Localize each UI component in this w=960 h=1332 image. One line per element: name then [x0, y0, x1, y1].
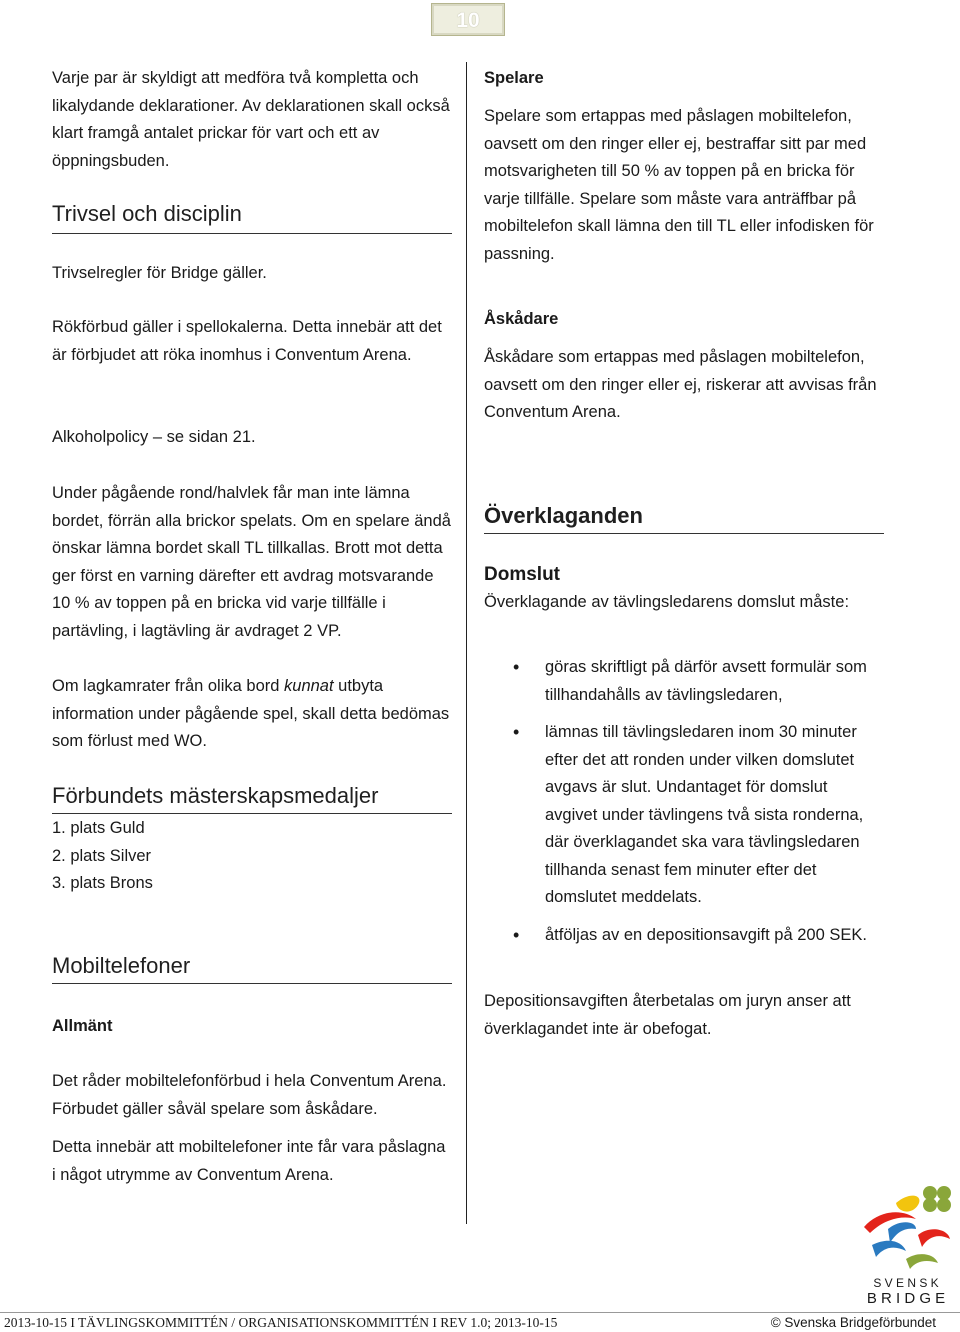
logo-mark-icon	[858, 1185, 954, 1271]
deposition-paragraph: Depositionsavgiften återbetalas om juryn anser att överklagandet inte är obefogat.	[484, 992, 851, 1038]
rond-text-3: Brott mot detta ger först en varning därefter ett avdrag motsvarande 10 % av toppen på en bricka vid varje tillfälle i partävling, i lagtävling är avdraget 2 VP.	[52, 539, 443, 640]
rond-text-1: Under pågående rond/halvlek får man inte lämna bordet, förrän alla brickor spelats.	[52, 484, 410, 530]
spelare-paragraph: Spelare som ertappas med påslagen mobiltelefon, oavsett om den ringer eller ej, bestraffar sitt par med motsvarigheten till 50 % av toppen på en bricka för varje tillfälle. Spelare som måste vara anträffbar på mobiltelefon skall lämna den till TL eller infodisken för passning.	[484, 107, 874, 263]
logo-line-2: B R I D G E	[866, 1290, 946, 1307]
medal-gold: 1. plats Guld	[52, 819, 145, 837]
rokforbud-paragraph: Rökförbud gäller i spellokalerna. Detta innebär att det är förbjudet att röka inomhus i Conventum Arena.	[52, 318, 442, 364]
medal-list	[52, 815, 452, 898]
allmant-heading: Allmänt	[52, 1017, 113, 1035]
bullet-icon: •	[513, 924, 520, 945]
alkohol-paragraph: Alkoholpolicy – se sidan 21.	[52, 428, 256, 446]
spelare-heading: Spelare	[484, 69, 544, 87]
domslut-intro: Överklagande av tävlingsledarens domslut måste:	[484, 593, 850, 611]
column-divider	[466, 62, 467, 1224]
bullet-text: göras skriftligt på därför avsett formulär som tillhandahålls av tävlingsledaren,	[545, 658, 867, 704]
declaration-paragraph: Varje par är skyldigt att medföra två kompletta och likalydande deklarationer. Av deklarationen skall också klart framgå antalet prickar för vart och ett av öppningsbuden.	[52, 69, 450, 170]
medal-bronze: 3. plats Brons	[52, 874, 153, 892]
medal-silver: 2. plats Silver	[52, 846, 152, 865]
rond-text-2: Om en spelare ändå önskar lämna bordet skall TL tillkallas.	[52, 511, 451, 557]
mobil-paragraph-1: Det råder mobiltelefonförbud i hela Conventum Arena. Förbudet gäller såväl spelare som åskådare.	[52, 1072, 447, 1118]
askadare-heading: Åskådare	[484, 310, 559, 328]
page-number: 10	[431, 3, 505, 36]
overklag-heading	[484, 503, 884, 534]
domslut-heading: Domslut	[484, 564, 560, 585]
list-item	[484, 922, 884, 950]
list-item	[484, 654, 884, 709]
left-column	[52, 65, 452, 175]
mobil-heading-text: Mobiltelefoner	[52, 953, 191, 978]
mobil-heading	[52, 953, 452, 984]
domslut-bullet-list	[484, 654, 884, 949]
rond-paragraph	[52, 480, 452, 645]
footer-right: © Svenska Bridgeförbundet	[770, 1315, 936, 1330]
trivsel-heading-text: Trivsel och disciplin	[52, 201, 242, 226]
overklag-heading-text: Överklaganden	[484, 503, 643, 528]
lagkamrater-paragraph	[52, 673, 452, 756]
bullet-text: lämnas till tävlingsledaren inom 30 minuter efter det att ronden under vilken domslutet avgavs är slut. Undantaget för domslut avgivet under tävlingens två sista ronderna, där överklagandet ska vara tävlingsledaren tillhanda senast fem minuter efter det domslutet meddelats.	[545, 723, 864, 906]
footer-left: 2013-10-15 I TÄVLINGSKOMMITTÉN / ORGANISATIONSKOMMITTÉN I REV 1.0; 2013-10-15	[4, 1315, 558, 1330]
medal-heading-text: Förbundets mästerskapsmedaljer	[52, 783, 379, 808]
page-footer	[0, 1312, 960, 1332]
bullet-icon: •	[513, 722, 520, 742]
lag-text-post: utbyta information under pågående spel, skall detta bedömas som förlust med WO.	[52, 677, 450, 750]
trivsel-rules: Trivselregler för Bridge gäller.	[52, 264, 267, 282]
bullet-icon: •	[513, 657, 520, 677]
medal-heading	[52, 783, 452, 814]
bullet-text: åtföljas av en depositionsavgift på 200 SEK.	[545, 925, 867, 944]
lag-text-em: kunnat	[284, 677, 334, 695]
trivsel-heading	[52, 201, 452, 234]
lag-text-pre: Om lagkamrater från olika bord	[52, 677, 285, 695]
svensk-bridge-logo	[858, 1185, 954, 1305]
logo-line-1: S V E N S K	[873, 1276, 939, 1290]
askadare-paragraph: Åskådare som ertappas med påslagen mobiltelefon, oavsett om den ringer eller ej, riskerar att avvisas från Conventum Arena.	[484, 348, 877, 421]
mobil-paragraph-2: Detta innebär att mobiltelefoner inte får vara påslagna i något utrymme av Conventum Arena.	[52, 1138, 446, 1184]
list-item	[484, 719, 884, 912]
